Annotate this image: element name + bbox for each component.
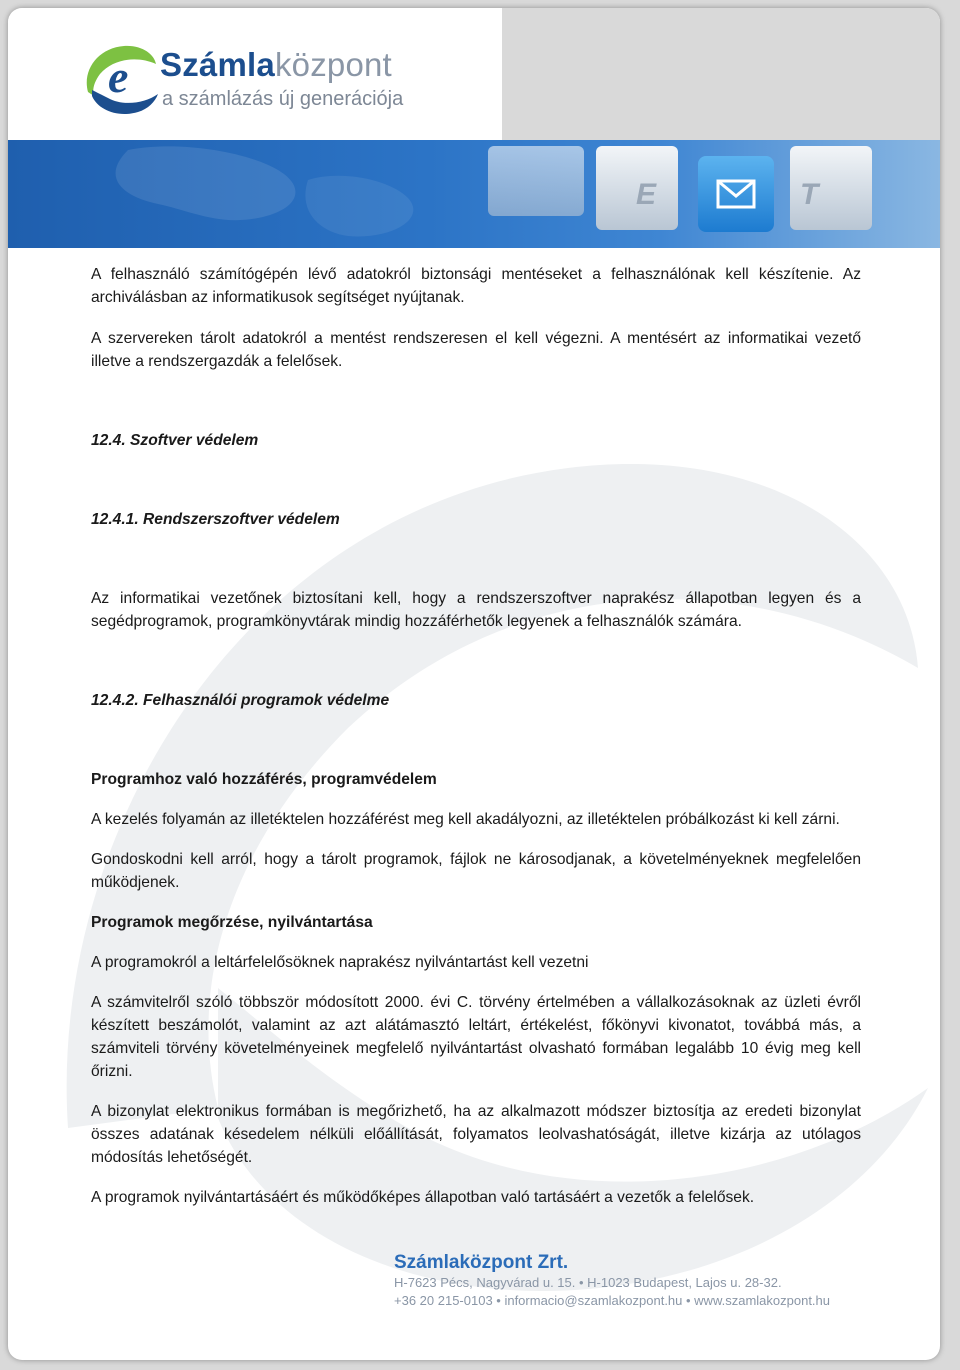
logo-title-rest: központ — [274, 46, 392, 83]
subsection-heading: 12.4.2. Felhasználói programok védelme — [91, 692, 390, 709]
document-body — [91, 263, 861, 1209]
logo-e-icon — [78, 40, 162, 120]
footer-address: H-7623 Pécs, Nagyvárad u. 15. • H-1023 Budapest, Lajos u. 28-32. — [394, 1275, 782, 1290]
paragraph: Az informatikai vezetőnek biztosítani kell, hogy a rendszerszoftver naprakész állapotban legyen és a segédprogramok, programkönyvtárak mindig hozzáférhetők legyenek a felhasználók számára. — [91, 590, 861, 630]
paragraph: A bizonylat elektronikus formában is megőrizhető, ha az alkalmazott módszer biztosítja az eredeti bizonylat összes adatának késedelem nélküli előállítását, folyamatos leolvashatóságát, illetve kizárja az utólagos módosítás lehetőségét. — [91, 1103, 861, 1166]
footer-contact: +36 20 215-0103 • informacio@szamlakozpont.hu • www.szamlakozpont.hu — [394, 1293, 831, 1308]
bold-heading: Programok megőrzése, nyilvántartása — [91, 914, 373, 931]
header-gray-area — [502, 8, 940, 140]
key-letter: T — [800, 178, 819, 211]
footer-company: Számlaközpont Zrt. — [394, 1252, 569, 1273]
paragraph: A programokról a leltárfelelősöknek naprakész nyilvántartást kell vezetni — [91, 954, 589, 971]
world-map-graphic — [8, 140, 508, 248]
bold-heading: Programhoz való hozzáférés, programvédelem — [91, 771, 437, 788]
keyboard-key — [488, 146, 584, 216]
envelope-icon — [716, 179, 756, 209]
key-letter: E — [636, 178, 657, 211]
paragraph: A szervereken tárolt adatokról a mentést rendszeresen el kell végezni. A mentésért az informatikai vezető illetve a rendszergazdák a felelősek. — [91, 330, 861, 370]
keyboard-key — [596, 146, 678, 230]
subsection-heading: 12.4.1. Rendszerszoftver védelem — [91, 511, 340, 528]
header-banner — [8, 140, 940, 248]
paragraph: A számvitelről szóló többször módosított 2000. évi C. törvény értelmében a vállalkozásoknak az üzleti évről készített beszámolót, valamint az azt alátámasztó leltárt, értékelést, főkönyvi kivonatot, továbbá más, a számviteli törvény követelményeinek megfelelő nyilvántartást olvasható formában legalább 10 évig meg kell őrizni. — [91, 994, 861, 1080]
paragraph: A programok nyilvántartásáért és működőképes állapotban való tartásáért a vezetők a felelősek. — [91, 1189, 755, 1206]
page-footer — [394, 1252, 830, 1310]
keyboard-key — [790, 146, 872, 230]
mail-key — [698, 156, 774, 232]
logo-tagline: a számlázás új generációja — [162, 88, 404, 110]
svg-text:e: e — [108, 51, 129, 102]
section-heading: 12.4. Szoftver védelem — [91, 432, 259, 449]
paragraph: A kezelés folyamán az illetéktelen hozzáférést meg kell akadályozni, az illetéktelen próbálkozást ki kell zárni. — [91, 811, 840, 828]
document-page — [8, 8, 940, 1360]
logo-title-bold: Számla — [160, 46, 275, 83]
paragraph: Gondoskodni kell arról, hogy a tárolt programok, fájlok ne károsodjanak, a követelményeknek megfelelően működjenek. — [91, 851, 861, 891]
logo-title — [160, 46, 392, 84]
paragraph: A felhasználó számítógépén lévő adatokról biztonsági mentéseket a felhasználónak kell készítenie. Az archiválásban az informatikusok segítséget nyújtanak. — [91, 266, 861, 306]
company-logo — [78, 38, 438, 128]
